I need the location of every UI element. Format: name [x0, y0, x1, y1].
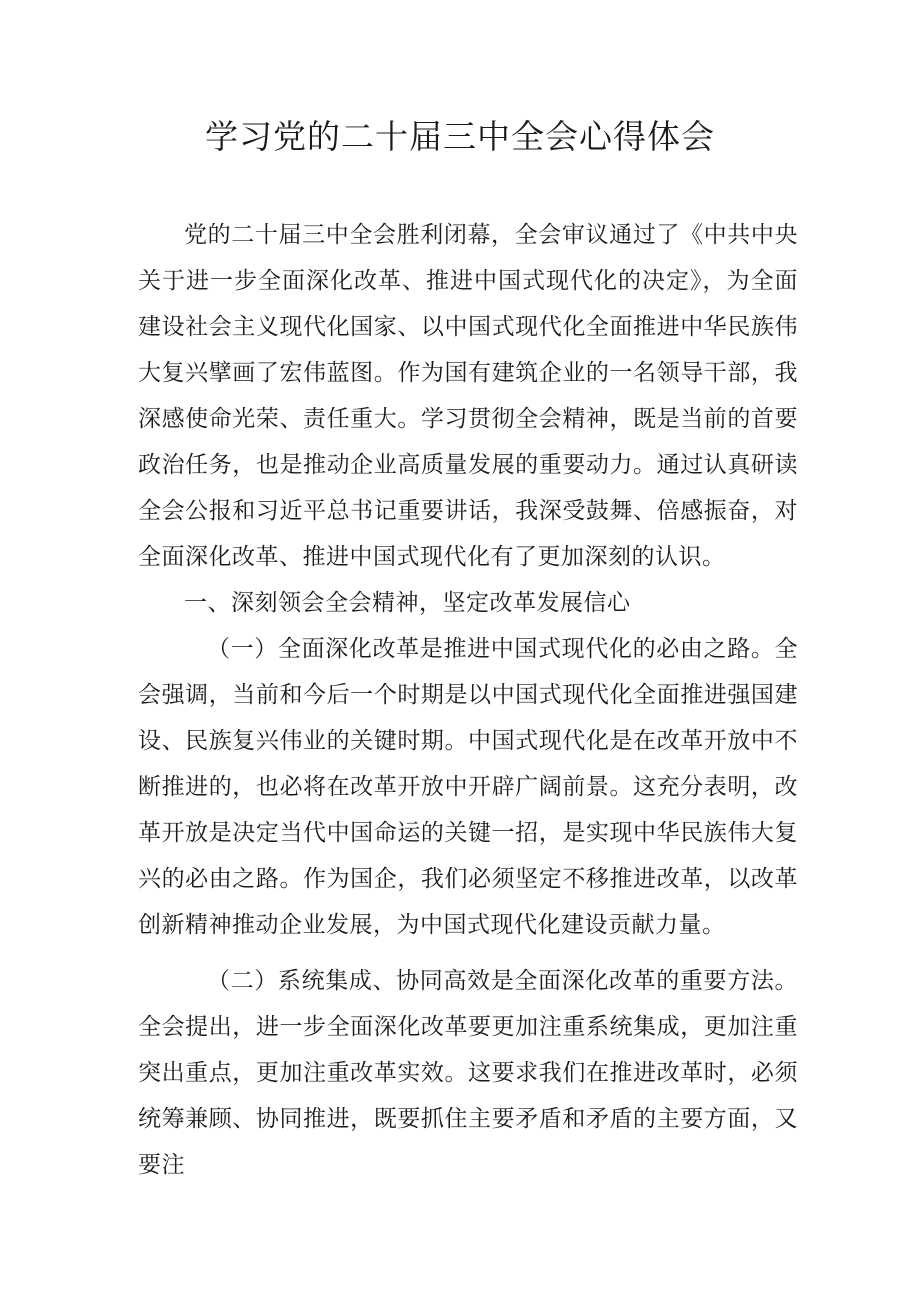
subsection-paragraph-1: （一）全面深化改革是推进中国式现代化的必由之路。全会强调，当前和今后一个时期是以中国式现代化全面推进强国建设、民族复兴伟业的关键时期。中国式现代化是在改革开放中不断推进的，也必将在改革开放中开辟广阔前景。这充分表明，改革开放是决定当代中国命运的关键一招，是实现中华民族伟大复兴的必由之路。作为国企，我们必须坚定不移推进改革，以改革创新精神推动企业发展，为中国式现代化建设贡献力量。 — [138, 636, 798, 938]
intro-paragraph: 党的二十届三中全会胜利闭幕，全会审议通过了《中共中央关于进一步全面深化改革、推进中国式现代化的决定》，为全面建设社会主义现代化国家、以中国式现代化全面推进中华民族伟大复兴擘画了宏伟蓝图。作为国有建筑企业的一名领导干部，我深感使命光荣、责任重大。学习贯彻全会精神，既是当前的首要政治任务，也是推动企业高质量发展的重要动力。通过认真研读全会公报和习近平总书记重要讲话，我深受鼓舞、倍感振奋，对全面深化改革、推进中国式现代化有了更加深刻的认识。 — [138, 222, 798, 570]
document-body — [138, 212, 798, 1188]
document-title: 学习党的二十届三中全会心得体会 — [205, 117, 715, 156]
section-heading-1: 一、深刻领会全会精神，坚定改革发展信心 — [184, 590, 631, 616]
subsection-paragraph-2: （二）系统集成、协同高效是全面深化改革的重要方法。全会提出，进一步全面深化改革要更加注重系统集成，更加注重突出重点，更加注重改革实效。这要求我们在推进改革时，必须统筹兼顾、协同推进，既要抓住主要矛盾和矛盾的主要方面，又要注 — [138, 968, 798, 1178]
